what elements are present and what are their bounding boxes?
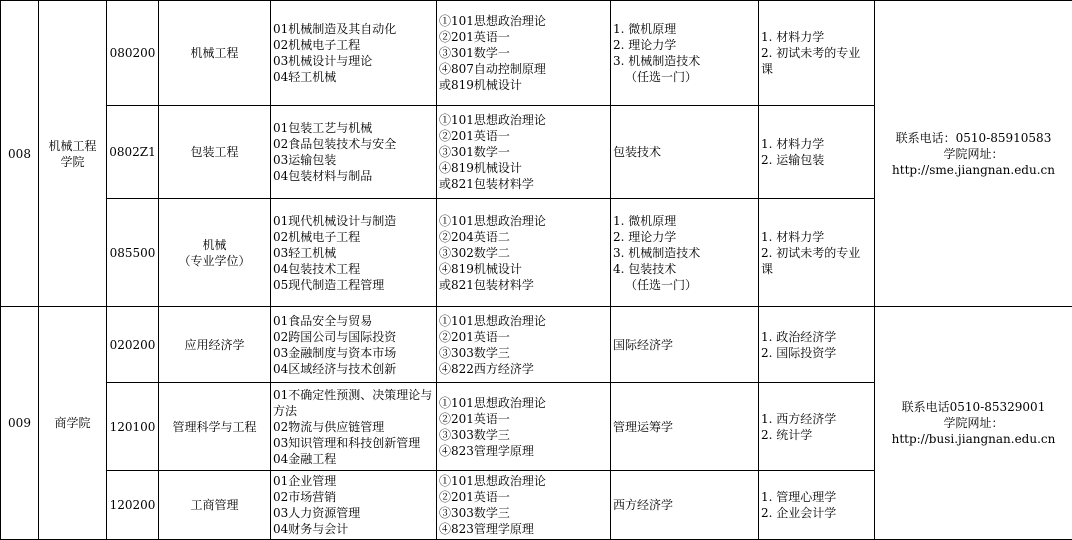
- retest-subjects: 西方经济学: [611, 471, 759, 540]
- major-code: 120200: [107, 471, 159, 540]
- college-contact: 联系电话：0510-85910583 学院网址： http://sme.jiangnan.edu.cn: [875, 1, 1072, 307]
- research-directions: 01机械制造及其自动化 02机械电子工程 03机械设计与理论 04轻工机械: [271, 1, 437, 106]
- retest-subjects: 管理运筹学: [611, 383, 759, 471]
- college-code: 009: [1, 307, 39, 540]
- table-row: [1, 307, 1072, 383]
- research-directions: 01现代机械设计与制造 02机械电子工程 03轻工机械 04包装技术工程 05现代制造工程管理: [271, 199, 437, 307]
- exam-subjects: ①101思想政治理论 ②204英语二 ③302数学二 ④819机械设计 或821包装材料学: [437, 199, 611, 307]
- exam-subjects: ①101思想政治理论 ②201英语一 ③301数学一 ④819机械设计 或821包装材料学: [437, 106, 611, 199]
- table-row: [1, 1, 1072, 106]
- extra-subjects: 1. 材料力学 2. 初试未考的专业课: [759, 1, 875, 106]
- extra-subjects: 1. 材料力学 2. 初试未考的专业课: [759, 199, 875, 307]
- retest-subjects: 国际经济学: [611, 307, 759, 383]
- exam-subjects: ①101思想政治理论 ②201英语一 ③303数学三 ④823管理学原理: [437, 471, 611, 540]
- major-name: 工商管理: [159, 471, 271, 540]
- retest-subjects: 1. 微机原理 2. 理论力学 3. 机械制造技术 4. 包装技术 （任选一门）: [611, 199, 759, 307]
- major-code: 120100: [107, 383, 159, 471]
- college-code: 008: [1, 1, 39, 307]
- major-code: 0802Z1: [107, 106, 159, 199]
- extra-subjects: 1. 政治经济学 2. 国际投资学: [759, 307, 875, 383]
- major-name: 应用经济学: [159, 307, 271, 383]
- extra-subjects: 1. 管理心理学 2. 企业会计学: [759, 471, 875, 540]
- extra-subjects: 1. 材料力学 2. 运输包装: [759, 106, 875, 199]
- research-directions: 01不确定性预测、决策理论与方法 02物流与供应链管理 03知识管理和科技创新管理 04金融工程: [271, 383, 437, 471]
- major-name: 包装工程: [159, 106, 271, 199]
- college-contact: 联系电话0510-85329001 学院网址： http://busi.jiangnan.edu.cn: [875, 307, 1072, 540]
- retest-subjects: 1. 微机原理 2. 理论力学 3. 机械制造技术 （任选一门）: [611, 1, 759, 106]
- major-name: 机械工程: [159, 1, 271, 106]
- college-name: 机械工程 学院: [39, 1, 107, 307]
- major-name: 管理科学与工程: [159, 383, 271, 471]
- exam-subjects: ①101思想政治理论 ②201英语一 ③303数学三 ④822西方经济学: [437, 307, 611, 383]
- research-directions: 01企业管理 02市场营销 03人力资源管理 04财务与会计: [271, 471, 437, 540]
- college-name: 商学院: [39, 307, 107, 540]
- exam-subjects: ①101思想政治理论 ②201英语一 ③301数学一 ④807自动控制原理 或819机械设计: [437, 1, 611, 106]
- major-code: 080200: [107, 1, 159, 106]
- research-directions: 01包装工艺与机械 02食品包装技术与安全 03运输包装 04包装材料与制品: [271, 106, 437, 199]
- exam-subjects: ①101思想政治理论 ②201英语一 ③303数学三 ④823管理学原理: [437, 383, 611, 471]
- major-code: 085500: [107, 199, 159, 307]
- major-name: 机械 （专业学位）: [159, 199, 271, 307]
- research-directions: 01食品安全与贸易 02跨国公司与国际投资 03金融制度与资本市场 04区域经济与技术创新: [271, 307, 437, 383]
- major-code: 020200: [107, 307, 159, 383]
- retest-subjects: 包装技术: [611, 106, 759, 199]
- extra-subjects: 1. 西方经济学 2. 统计学: [759, 383, 875, 471]
